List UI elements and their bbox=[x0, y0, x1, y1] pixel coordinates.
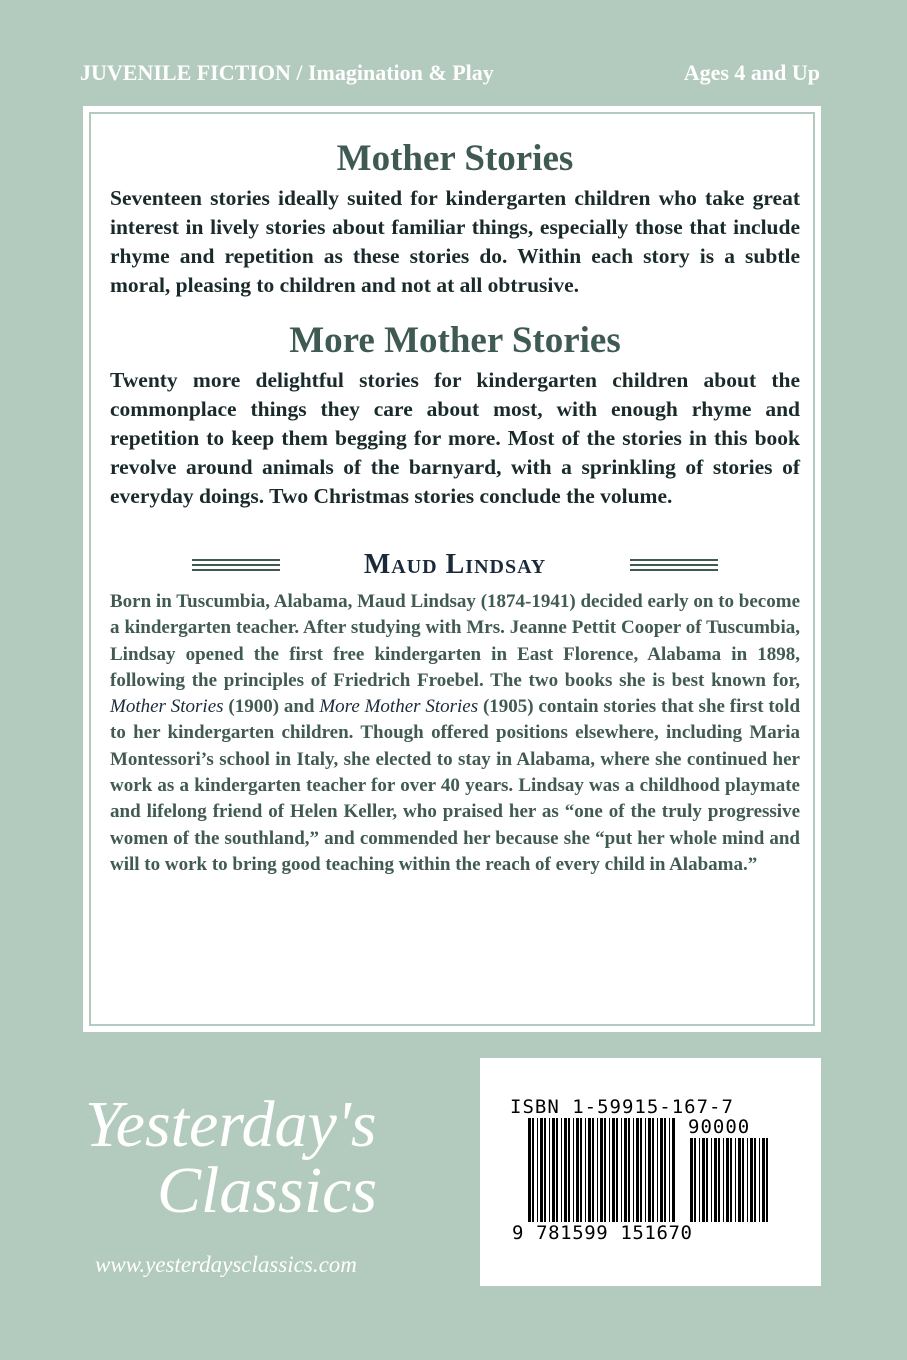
publisher-logo bbox=[85, 1085, 415, 1245]
author-bio bbox=[110, 589, 800, 878]
book-title-1: Mother Stories bbox=[336, 138, 574, 179]
book-block-2 bbox=[110, 318, 800, 511]
logo-line-2: Classics bbox=[157, 1154, 378, 1227]
decorative-rule-right bbox=[630, 559, 718, 569]
description-panel bbox=[83, 106, 821, 1032]
author-name: Maud Lindsay bbox=[363, 549, 547, 580]
isbn-text: ISBN 1-59915-167-7 bbox=[510, 1096, 734, 1118]
bio-text-1: Born in Tuscumbia, Alabama, Maud Lindsay (1874-1941) decided early on to become a kindergarten teacher. After studying with Mrs. Jeanne Pettit Cooper of Tuscumbia, Lindsay opened the first free kindergarten in East Florence, Alabama in 1898, following the principles of Friedrich Froebel. The two books she is best known for, bbox=[110, 591, 800, 691]
barcode-icon bbox=[528, 1118, 678, 1222]
bio-book-title-2: More Mother Stories bbox=[319, 696, 479, 718]
bio-book-title-1: Mother Stories bbox=[110, 696, 224, 718]
book-title-2: More Mother Stories bbox=[289, 320, 621, 361]
barcode-box bbox=[480, 1058, 821, 1286]
publisher-url[interactable]: www.yesterdaysclassics.com bbox=[95, 1252, 357, 1277]
bio-text-3: (1905) contain stories that she first told to her kindergarten children. Though offered positions elsewhere, including Maria Montessori’s school in Italy, she elected to stay in Alabama, where she continued her work as a kindergarten teacher for over 40 years. Lindsay was a childhood playmate and lifelong friend of Helen Keller, who praised her as “one of the truly progressive women of the southland,” and commended her because she “put her whole mind and will to work to bring good teaching within the reach of every child in Alabama.” bbox=[110, 696, 801, 875]
header-bar bbox=[80, 60, 820, 94]
decorative-rule-left bbox=[192, 559, 280, 569]
book-description-2: Twenty more delightful stories for kindergarten children about the commonplace things they care about most, with enough rhyme and repetition to keep them begging for more. Most of the stories in this book revolve around animals of the barnyard, with a sprinkling of stories of everyday doings. Two Christmas stories conclude the volume. bbox=[110, 368, 800, 508]
age-label: Ages 4 and Up bbox=[683, 60, 820, 85]
book-description-1: Seventeen stories ideally suited for kindergarten children who take great interest in lively stories about familiar things, especially those that include rhyme and repetition as these stories do. Within each story is a subtle moral, pleasing to children and not at all obtrusive. bbox=[110, 186, 800, 297]
bio-text-2: (1900) and bbox=[228, 696, 315, 718]
category-label: JUVENILE FICTION / Imagination & Play bbox=[80, 60, 494, 85]
logo-line-1: Yesterday's bbox=[85, 1088, 377, 1161]
price-barcode-icon bbox=[690, 1138, 770, 1222]
ean-digits: 9 781599 151670 bbox=[512, 1222, 693, 1244]
author-heading bbox=[110, 545, 800, 585]
panel-content bbox=[110, 136, 800, 878]
price-code: 90000 bbox=[688, 1116, 751, 1138]
